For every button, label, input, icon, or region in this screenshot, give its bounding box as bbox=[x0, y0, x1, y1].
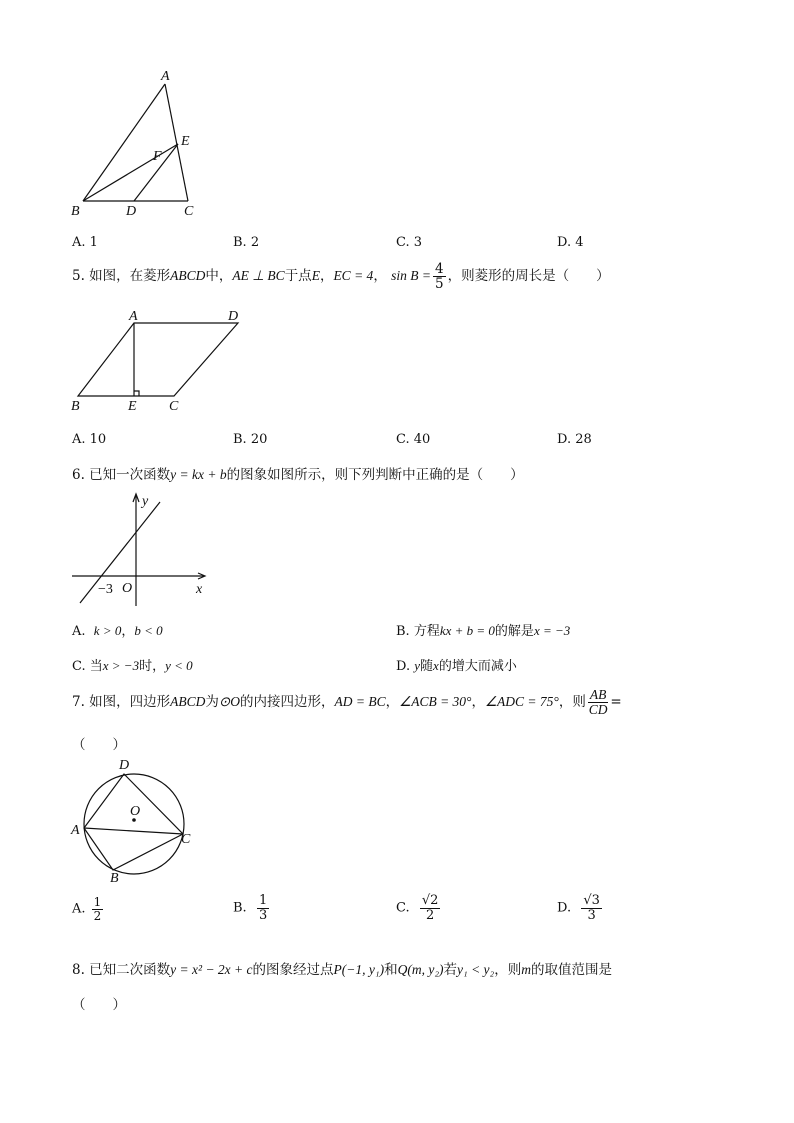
q5-label-c: C bbox=[169, 399, 179, 414]
q7-question-text: 7. 如图，四边形ABCD为⊙O的内接四边形，AD = BC，∠ACB = 30°，∠ADC = 75°，则 $\frac{AB}{CD}$ = bbox=[72, 687, 622, 718]
q7-label-a: A bbox=[71, 823, 80, 838]
q7-option-b[interactable]: B. $\frac{1}{3}$ bbox=[233, 893, 268, 923]
q7-option-d[interactable]: D. $\frac{√3}{3}$ bbox=[557, 893, 600, 923]
q7-label-c: C bbox=[181, 832, 191, 847]
q6-option-d[interactable]: D. y随x的增大而减小 bbox=[396, 658, 517, 674]
q4-label-a: A bbox=[161, 69, 170, 84]
q8-question-text: 8. 已知二次函数y = x² − 2x + c的图象经过点P(−1, y₁)和Q(m, y₂)若y₁ < y₂，则m的取值范围是 bbox=[72, 962, 612, 978]
q4-label-c: C bbox=[184, 204, 194, 219]
q6-label-y: y bbox=[142, 494, 149, 509]
q7-option-c[interactable]: C. $\frac{√2}{2}$ bbox=[396, 893, 439, 923]
q5-label-b: B bbox=[71, 399, 80, 414]
q7-option-a[interactable]: A. $\frac{1}{2}$ bbox=[72, 895, 102, 923]
q7-label-b: B bbox=[110, 871, 119, 886]
q4-label-e: E bbox=[181, 134, 190, 149]
q7-label-d: D bbox=[119, 758, 130, 773]
q5-question-text: 5. 如图，在菱形ABCD中，AE ⊥ BC于点E，EC = 4， sin B = $\frac{4}{5}$ ，则菱形的周长是（ ） bbox=[72, 261, 610, 293]
q6-option-c[interactable]: C. 当x > −3时，y < 0 bbox=[72, 658, 193, 674]
q5-option-d[interactable]: D. 28 bbox=[557, 432, 592, 447]
q4-option-a[interactable]: A. 1 bbox=[72, 235, 98, 250]
q6-label-origin: O bbox=[122, 581, 133, 596]
q6-label-minus3: −3 bbox=[98, 582, 113, 597]
q5-sin-fraction: $\frac{4}{5}$ bbox=[434, 261, 444, 293]
q5-label-e: E bbox=[128, 399, 137, 414]
q5-label-d: D bbox=[228, 309, 239, 324]
q5-option-a[interactable]: A. 10 bbox=[72, 432, 107, 447]
q7-label-o: O bbox=[130, 804, 141, 819]
q6-option-a[interactable]: A. k > 0，b < 0 bbox=[72, 623, 163, 639]
q4-option-d[interactable]: D. 4 bbox=[557, 235, 584, 250]
q4-label-f: F bbox=[153, 149, 162, 164]
q7-circle-figure bbox=[68, 754, 208, 889]
q6-linear-graph-figure bbox=[68, 490, 218, 610]
q7-answer-paren: （ ） bbox=[72, 737, 126, 753]
q4-label-b: B bbox=[71, 204, 80, 219]
q6-label-x: x bbox=[196, 582, 203, 597]
q5-rhombus-figure bbox=[68, 306, 258, 416]
q5-option-b[interactable]: B. 20 bbox=[233, 432, 268, 447]
q4-option-c[interactable]: C. 3 bbox=[396, 235, 423, 250]
q8-answer-paren: （ ） bbox=[72, 997, 126, 1013]
q6-question-text: 6. 已知一次函数y = kx + b的图象如图所示，则下列判断中正确的是（ ） bbox=[72, 467, 524, 483]
q4-option-b[interactable]: B. 2 bbox=[233, 235, 260, 250]
q7-ratio-fraction: $\frac{AB}{CD}$ bbox=[588, 687, 608, 718]
q6-option-b[interactable]: B. 方程kx + b = 0的解是x = −3 bbox=[396, 623, 571, 639]
q5-option-c[interactable]: C. 40 bbox=[396, 432, 431, 447]
q4-triangle-figure bbox=[68, 64, 208, 224]
q4-label-d: D bbox=[126, 204, 137, 219]
q5-label-a: A bbox=[129, 309, 138, 324]
